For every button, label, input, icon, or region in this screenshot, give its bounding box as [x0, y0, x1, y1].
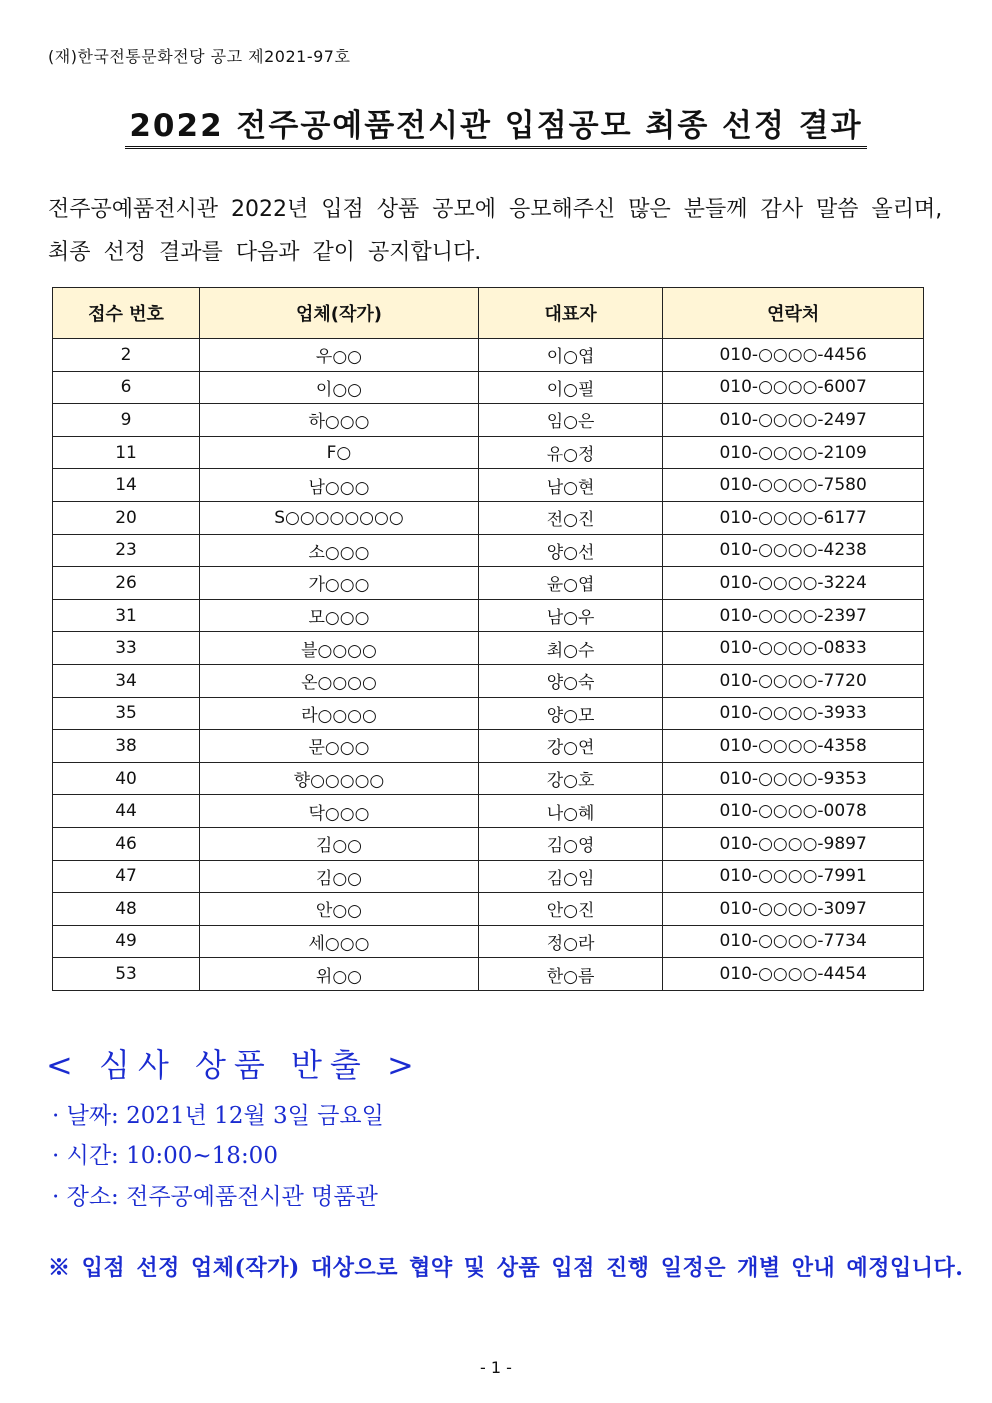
table-header-row — [53, 288, 924, 339]
table-row — [53, 958, 924, 991]
cell-company: 온○○○○ — [200, 664, 479, 697]
intro-paragraph — [48, 188, 948, 274]
cell-contact: 010-○○○○-0078 — [663, 795, 924, 828]
table-row — [53, 827, 924, 860]
cell-representative: 윤○엽 — [478, 567, 662, 600]
cell-contact: 010-○○○○-3224 — [663, 567, 924, 600]
detail-date: · 날짜: 2021년 12월 3일 금요일 — [52, 1103, 384, 1129]
table-row — [53, 893, 924, 926]
cell-company: 가○○○ — [200, 567, 479, 600]
cell-representative: 남○현 — [478, 469, 662, 502]
cell-representative: 남○우 — [478, 599, 662, 632]
cell-company: 문○○○ — [200, 730, 479, 763]
cell-company: 안○○ — [200, 893, 479, 926]
header-company: 업체(작가) — [200, 288, 479, 339]
section-title: < 심사 상품 반출 > — [46, 1046, 422, 1084]
page-number: - 1 - — [480, 1358, 512, 1377]
cell-contact: 010-○○○○-7734 — [663, 925, 924, 958]
cell-receipt-no: 2 — [53, 339, 200, 372]
cell-receipt-no: 11 — [53, 436, 200, 469]
cell-receipt-no: 14 — [53, 469, 200, 502]
cell-representative: 강○연 — [478, 730, 662, 763]
cell-company: 김○○ — [200, 827, 479, 860]
table-row — [53, 599, 924, 632]
cell-contact: 010-○○○○-4456 — [663, 339, 924, 372]
table-row — [53, 762, 924, 795]
cell-representative: 나○혜 — [478, 795, 662, 828]
cell-company: 모○○○ — [200, 599, 479, 632]
cell-contact: 010-○○○○-7720 — [663, 664, 924, 697]
cell-representative: 한○름 — [478, 958, 662, 991]
table-row — [53, 795, 924, 828]
cell-contact: 010-○○○○-4454 — [663, 958, 924, 991]
cell-company: 우○○ — [200, 339, 479, 372]
cell-contact: 010-○○○○-9353 — [663, 762, 924, 795]
cell-representative: 강○호 — [478, 762, 662, 795]
table-row — [53, 664, 924, 697]
cell-receipt-no: 20 — [53, 501, 200, 534]
cell-receipt-no: 47 — [53, 860, 200, 893]
cell-contact: 010-○○○○-4238 — [663, 534, 924, 567]
notice-note: ※ 입점 선정 업체(작가) 대상으로 협약 및 상품 입점 진행 일정은 개별 안내 예정입니다. — [48, 1255, 964, 1281]
cell-contact: 010-○○○○-7580 — [663, 469, 924, 502]
table-row — [53, 371, 924, 404]
detail-place: · 장소: 전주공예품전시관 명품관 — [52, 1184, 378, 1210]
detail-time: · 시간: 10:00~18:00 — [52, 1143, 278, 1169]
table-row — [53, 632, 924, 665]
cell-receipt-no: 44 — [53, 795, 200, 828]
cell-receipt-no: 48 — [53, 893, 200, 926]
table-row — [53, 404, 924, 437]
cell-contact: 010-○○○○-6177 — [663, 501, 924, 534]
cell-representative: 유○정 — [478, 436, 662, 469]
cell-company: 위○○ — [200, 958, 479, 991]
cell-receipt-no: 33 — [53, 632, 200, 665]
page-title — [0, 100, 992, 145]
table-row — [53, 697, 924, 730]
cell-representative: 이○엽 — [478, 339, 662, 372]
cell-company: 향○○○○○ — [200, 762, 479, 795]
cell-company: 세○○○ — [200, 925, 479, 958]
cell-company: 이○○ — [200, 371, 479, 404]
cell-contact: 010-○○○○-6007 — [663, 371, 924, 404]
page-title-text: 2022 전주공예품전시관 입점공모 최종 선정 결과 — [125, 108, 866, 149]
header-receipt-no: 접수 번호 — [53, 288, 200, 339]
cell-company: 김○○ — [200, 860, 479, 893]
cell-company: 라○○○○ — [200, 697, 479, 730]
cell-receipt-no: 40 — [53, 762, 200, 795]
cell-contact: 010-○○○○-7991 — [663, 860, 924, 893]
intro-line-2: 최종 선정 결과를 다음과 같이 공지합니다. — [48, 240, 482, 265]
cell-representative: 양○선 — [478, 534, 662, 567]
cell-receipt-no: 23 — [53, 534, 200, 567]
table-row — [53, 534, 924, 567]
table-row — [53, 339, 924, 372]
cell-receipt-no: 9 — [53, 404, 200, 437]
table-row — [53, 730, 924, 763]
cell-representative: 임○은 — [478, 404, 662, 437]
table-row — [53, 436, 924, 469]
cell-company: 소○○○ — [200, 534, 479, 567]
cell-contact: 010-○○○○-4358 — [663, 730, 924, 763]
table-row — [53, 567, 924, 600]
cell-company: 남○○○ — [200, 469, 479, 502]
cell-company: F○ — [200, 436, 479, 469]
cell-company: 블○○○○ — [200, 632, 479, 665]
cell-contact: 010-○○○○-3933 — [663, 697, 924, 730]
cell-representative: 양○모 — [478, 697, 662, 730]
cell-representative: 정○라 — [478, 925, 662, 958]
notice-number: (재)한국전통문화전당 공고 제2021-97호 — [48, 47, 351, 66]
header-contact: 연락처 — [663, 288, 924, 339]
results-table-body — [53, 339, 924, 991]
cell-representative: 김○임 — [478, 860, 662, 893]
table-row — [53, 469, 924, 502]
cell-contact: 010-○○○○-3097 — [663, 893, 924, 926]
cell-representative: 안○진 — [478, 893, 662, 926]
cell-company: 닥○○○ — [200, 795, 479, 828]
cell-receipt-no: 31 — [53, 599, 200, 632]
header-representative: 대표자 — [478, 288, 662, 339]
cell-contact: 010-○○○○-9897 — [663, 827, 924, 860]
cell-representative: 김○영 — [478, 827, 662, 860]
cell-company: 하○○○ — [200, 404, 479, 437]
cell-contact: 010-○○○○-2397 — [663, 599, 924, 632]
table-row — [53, 501, 924, 534]
cell-receipt-no: 38 — [53, 730, 200, 763]
table-row — [53, 860, 924, 893]
cell-receipt-no: 46 — [53, 827, 200, 860]
cell-contact: 010-○○○○-0833 — [663, 632, 924, 665]
cell-representative: 양○숙 — [478, 664, 662, 697]
table-row — [53, 925, 924, 958]
cell-receipt-no: 34 — [53, 664, 200, 697]
cell-receipt-no: 6 — [53, 371, 200, 404]
cell-representative: 최○수 — [478, 632, 662, 665]
cell-company: S○○○○○○○○ — [200, 501, 479, 534]
cell-receipt-no: 53 — [53, 958, 200, 991]
results-table — [52, 287, 924, 991]
cell-receipt-no: 35 — [53, 697, 200, 730]
cell-representative: 이○필 — [478, 371, 662, 404]
cell-representative: 전○진 — [478, 501, 662, 534]
cell-contact: 010-○○○○-2109 — [663, 436, 924, 469]
intro-line-1: 전주공예품전시관 2022년 입점 상품 공모에 응모해주신 많은 분들께 감사 말씀 올리며, — [48, 197, 943, 222]
cell-receipt-no: 26 — [53, 567, 200, 600]
cell-receipt-no: 49 — [53, 925, 200, 958]
cell-contact: 010-○○○○-2497 — [663, 404, 924, 437]
